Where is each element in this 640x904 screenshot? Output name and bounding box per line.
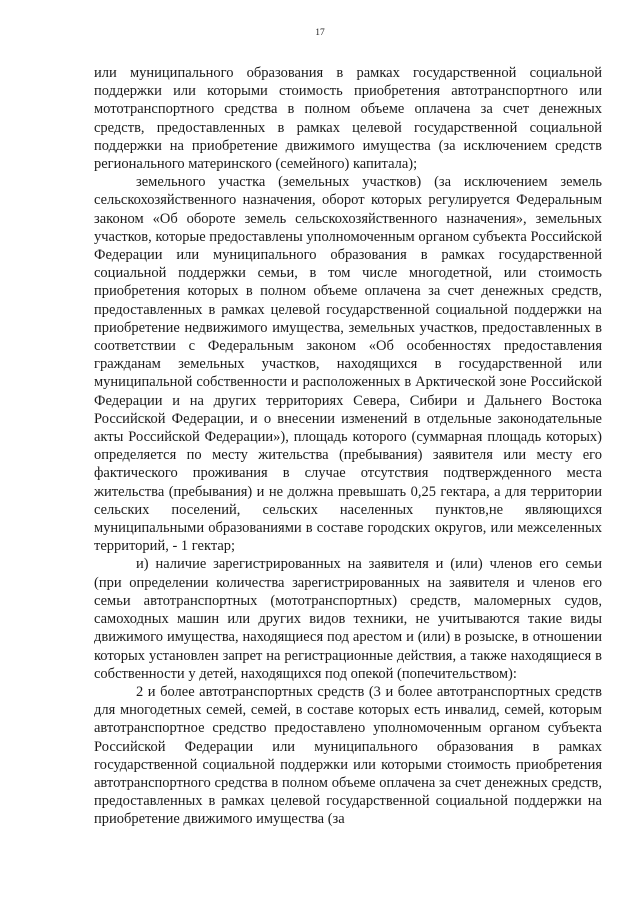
- paragraph-land-plot: земельного участка (земельных участков) (за исключением земель сельскохозяйственного назначения, оборот которых регулируется Федеральным законом «Об обороте земель сельскохозяйственного назначения», земельных участков, которые предоставлены уполномоченным органом субъекта Российской Федерации или муниципального образования в рамках государственной социальной поддержки семьи, в том числе многодетной, или стоимость приобретения которых в полном объеме оплачена за счет денежных средств, предоставленных в рамках целевой государственной социальной поддержки на приобретение недвижимого имущества, земельных участков, предоставленных в соответствии с Федеральным законом «Об особенностях предоставления гражданам земельных участков, находящихся в государственной или муниципальной собственности и расположенных в Арктической зоне Российской Федерации и на других территориях Севера, Сибири и Дальнего Востока Российской Федерации, и о внесении изменений в отдельные законодательные акты Российской Федерации»), площадь которого (суммарная площадь которых) определяется по месту жительства (пребывания) заявителя или месту его фактического проживания в случае отсутствия подтвержденного места жительства (пребывания) и не должна превышать 0,25 гектара, а для территории сельских поселений, сельских населенных пунктов,не являющихся муниципальными образованиями в составе городских округов, или межселенных территорий, - 1 гектар;: [94, 174, 602, 555]
- paragraph-two-or-more-vehicles: 2 и более автотранспортных средств (3 и более автотранспортных средств для многодетных семей, семей, в составе которых есть инвалид, семей, которым автотранспортное средство предоставлено уполномоченным органом субъекта Российской Федерации или муниципального образования в рамках государственной социальной поддержки или которыми стоимость приобретения автотранспортного средства в полном объеме оплачена за счет денежных средств, предоставленных в рамках целевой государственной социальной поддержки на приобретение движимого имущества (за: [94, 683, 602, 828]
- paragraph-item-i-vehicles: и) наличие зарегистрированных на заявителя и (или) членов его семьи (при определении количества зарегистрированных на заявителя и членов его семьи автотранспортных (мототранспортных) средств, маломерных судов, самоходных машин или других видов техники, не учитываются такие виды движимого имущества, находящиеся под арестом и (или) в розыске, в отношении которых установлен запрет на регистрационные действия, а также находящиеся в собственности у детей, находящихся под опекой (попечительством):: [94, 556, 602, 682]
- page-number: 17: [315, 28, 325, 38]
- document-body: [94, 64, 602, 829]
- paragraph-continuation: или муниципального образования в рамках государственной социальной поддержки или которыми стоимость приобретения автотранспортного или мототранспортного средства в полном объеме оплачена за счет денежных средств, предоставленных в рамках целевой государственной социальной поддержки на приобретение движимого имущества (за исключением средств регионального материнского (семейного) капитала);: [94, 65, 602, 173]
